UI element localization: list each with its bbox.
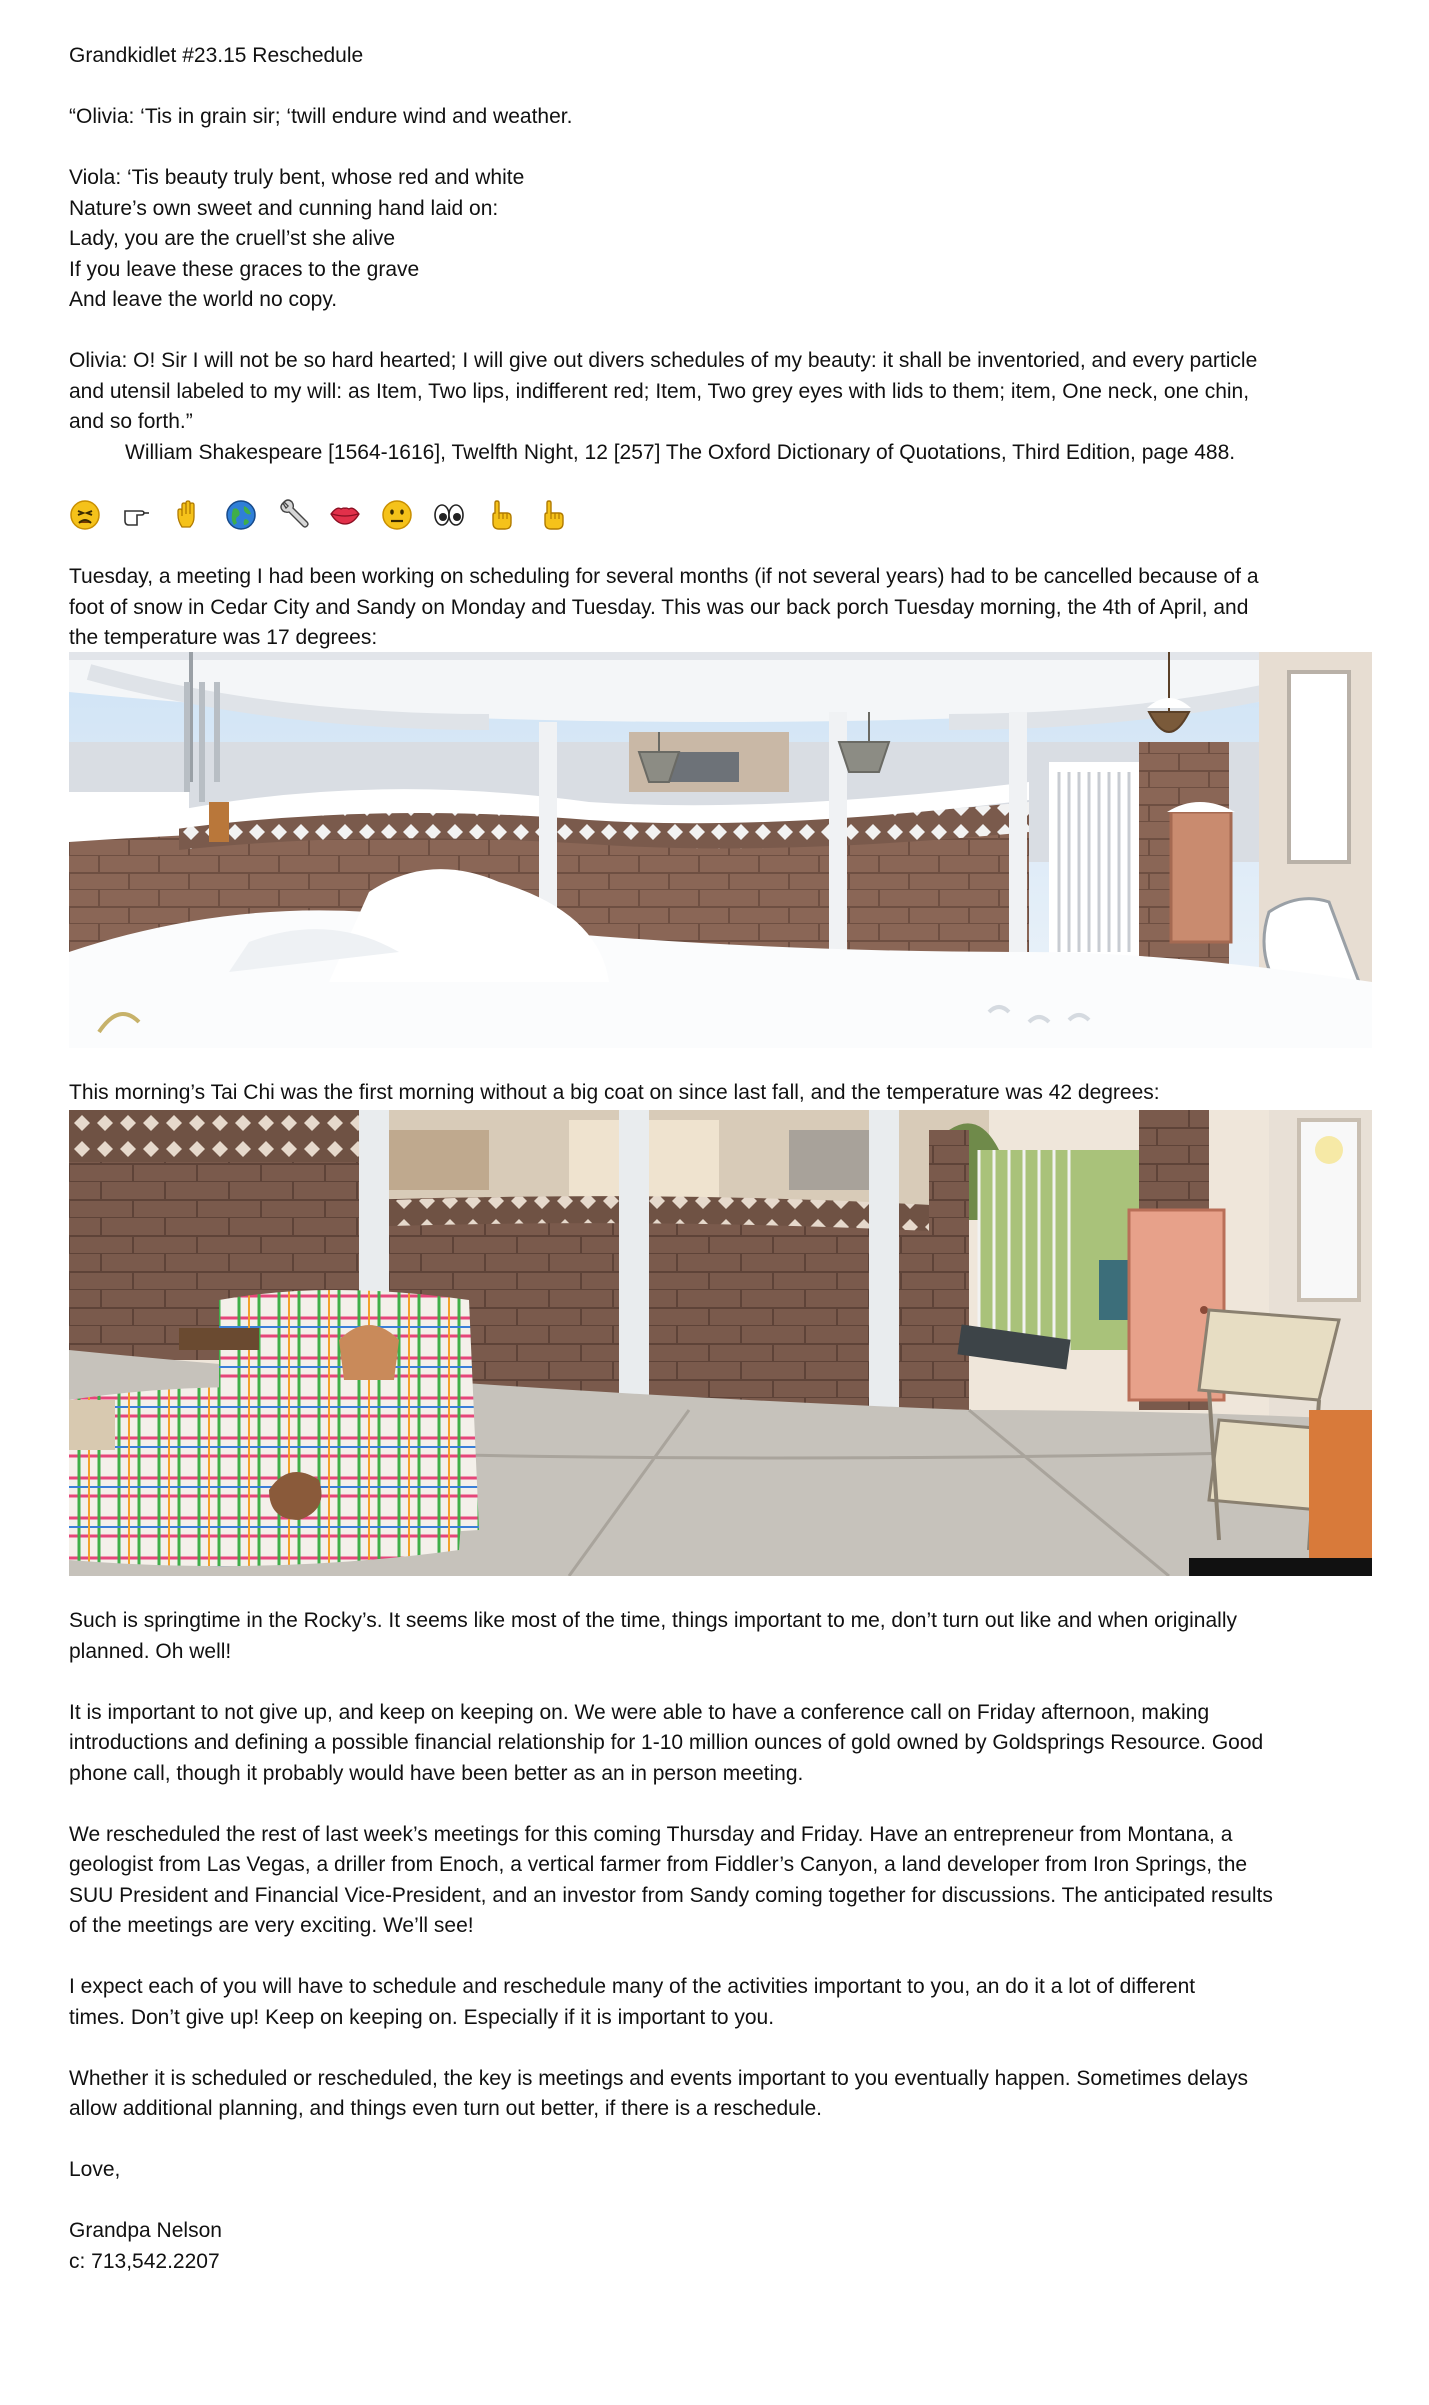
paragraph-line: Such is springtime in the Rocky’s. It seems like most of the time, things important to me, don’t turn out like and when originally xyxy=(69,1609,1237,1632)
index-finger-up-icon xyxy=(537,499,569,531)
emoji-row xyxy=(69,497,569,533)
quote-olivia-line: “Olivia: ‘Tis in grain sir; ‘twill endure wind and weather. xyxy=(69,105,573,128)
paragraph-line: planned. Oh well! xyxy=(69,1639,232,1663)
pointing-hand-icon xyxy=(121,499,153,531)
signature: Grandpa Nelson xyxy=(69,2219,222,2242)
tuesday-paragraph xyxy=(69,562,1369,654)
paragraph-line: It is important to not give up, and keep on keeping on. We were able to have a conference call on Friday afternoon, making xyxy=(69,1700,1210,1724)
quote-block xyxy=(69,41,1369,468)
paragraph-line: I expect each of you will have to schedule and reschedule many of the activities important to you, an do it a lot of different xyxy=(69,1975,1196,1998)
body-text xyxy=(69,1606,1369,2277)
paragraph-line: allow additional planning, and things even turn out better, if there is a reschedule. xyxy=(69,2097,822,2120)
quote-viola-line: Viola: ‘Tis beauty truly bent, whose red and white xyxy=(69,166,525,189)
quote-viola-line: If you leave these graces to the grave xyxy=(69,257,420,281)
quote-olivia-reply-line: and utensil labeled to my will: as Item, Two lips, indifferent red; Item, Two grey eyes with lids to them; item, One neck, one chin, xyxy=(69,379,1250,403)
quote-viola-line: Nature’s own sweet and cunning hand laid on: xyxy=(69,196,499,220)
quote-olivia-reply-line: and so forth.” xyxy=(69,410,193,433)
paragraph-line: phone call, though it probably would have been better as an in person meeting. xyxy=(69,1761,804,1785)
paragraph-line: of the meetings are very exciting. We’ll see! xyxy=(69,1914,474,1937)
paragraph-line: the temperature was 17 degrees: xyxy=(69,626,378,649)
paragraph-line: Tuesday, a meeting I had been working on scheduling for several months (if not several years) had to be cancelled because of a xyxy=(69,565,1259,588)
snowy-porch-photo xyxy=(69,652,1372,1048)
paragraph-line: Whether it is scheduled or rescheduled, the key is meetings and events important to you eventually happen. Sometimes delays xyxy=(69,2066,1248,2090)
paragraph-line: times. Don’t give up! Keep on keeping on. Especially if it is important to you. xyxy=(69,2005,775,2029)
quote-attribution: William Shakespeare [1564-1616], Twelfth Night, 12 [257] The Oxford Dictionary of Quotations, Third Edition, page 488. xyxy=(125,440,1236,464)
paragraph-line: introductions and defining a possible financial relationship for 1-10 million ounces of gold owned by Goldsprings Resource. Good xyxy=(69,1731,1264,1754)
paragraph-line: SUU President and Financial Vice-President, and an investor from Sandy coming together for discussions. The anticipated results xyxy=(69,1883,1273,1907)
quote-viola-line: Lady, you are the cruell’st she alive xyxy=(69,227,396,250)
closing: Love, xyxy=(69,2158,121,2181)
paragraph-line: This morning’s Tai Chi was the first morning without a big coat on since last fall, and the temperature was 42 degrees: xyxy=(69,1081,1160,1104)
spring-porch-photo xyxy=(69,1110,1372,1576)
eyes-icon xyxy=(433,499,465,531)
quote-olivia-reply-line: Olivia: O! Sir I will not be so hard hearted; I will give out divers schedules of my beauty: it shall be inventoried, and every particle xyxy=(69,349,1258,372)
neutral-face-icon xyxy=(381,499,413,531)
index-finger-up-icon xyxy=(485,499,517,531)
quote-viola-line: And leave the world no copy. xyxy=(69,288,338,311)
tired-face-icon xyxy=(69,499,101,531)
paragraph-line: We rescheduled the rest of last week’s meetings for this coming Thursday and Friday. Have an entrepreneur from Montana, a xyxy=(69,1822,1233,1846)
wrench-icon xyxy=(277,499,309,531)
raised-hand-icon xyxy=(173,499,205,531)
paragraph-line: geologist from Las Vegas, a driller from Enoch, a vertical farmer from Fiddler’s Canyon, a land developer from Iron Springs, the xyxy=(69,1853,1248,1876)
paragraph-line: foot of snow in Cedar City and Sandy on Monday and Tuesday. This was our back porch Tuesday morning, the 4th of April, and xyxy=(69,595,1249,619)
phone-number: c: 713,542.2207 xyxy=(69,2249,220,2273)
globe-icon xyxy=(225,499,257,531)
taichi-paragraph xyxy=(69,1078,1369,1109)
document-title: Grandkidlet #23.15 Reschedule xyxy=(69,44,364,67)
lips-icon xyxy=(329,499,361,531)
